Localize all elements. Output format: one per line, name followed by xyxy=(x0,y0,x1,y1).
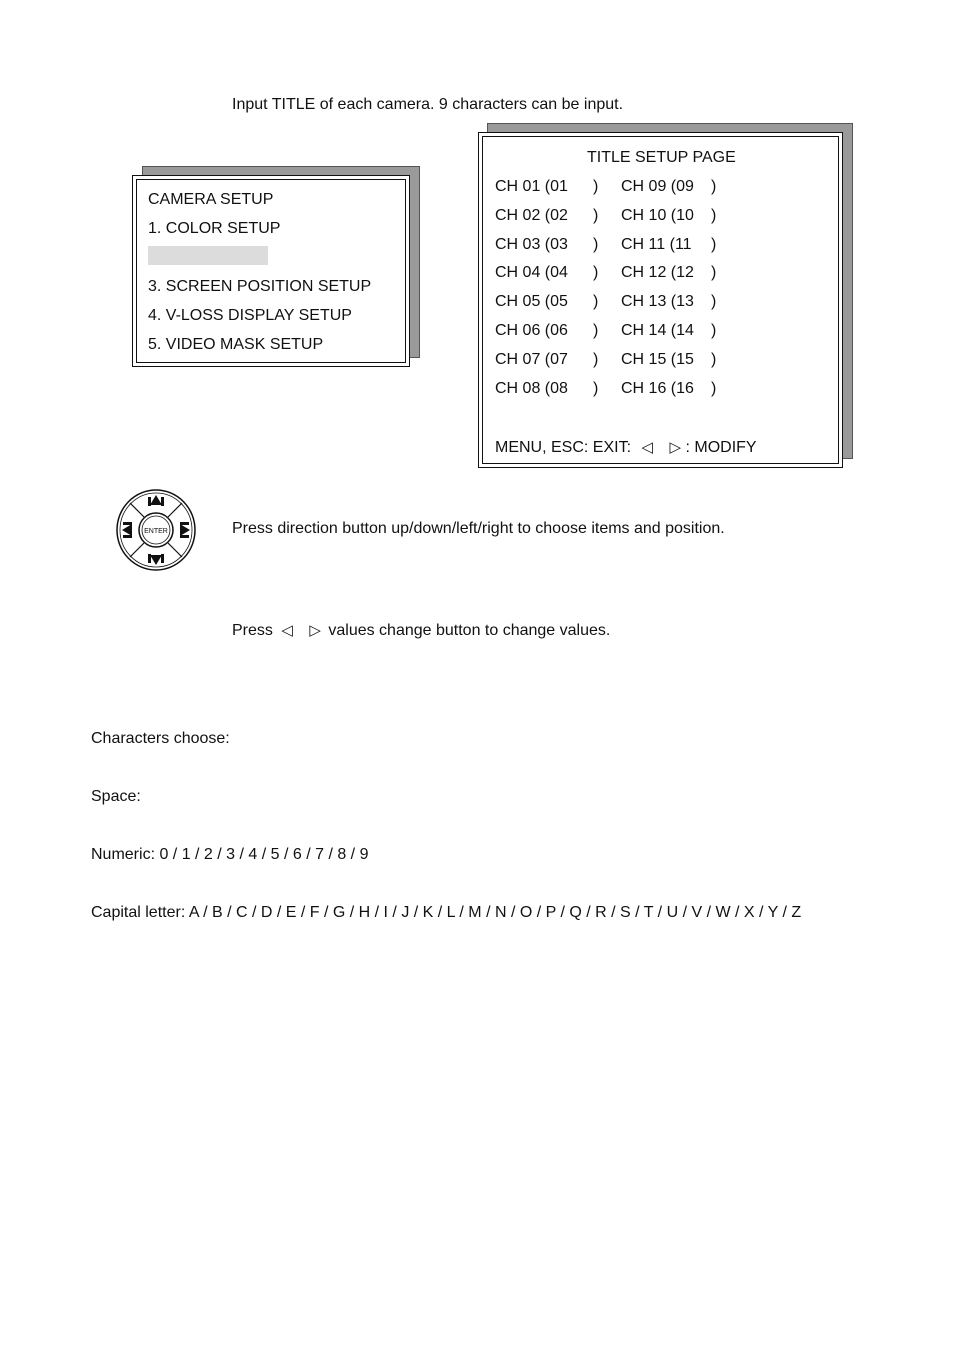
close-paren: ) xyxy=(593,380,599,397)
channel-row xyxy=(495,207,825,227)
menu-item-color-setup[interactable]: 1. COLOR SETUP xyxy=(148,220,281,237)
channel-title-field[interactable]: CH 06 (06 xyxy=(495,322,568,339)
channel-title-field[interactable]: CH 01 (01 xyxy=(495,178,568,195)
channel-title-field[interactable]: CH 04 (04 xyxy=(495,264,568,281)
close-paren: ) xyxy=(711,380,717,397)
close-paren: ) xyxy=(711,236,717,253)
title-setup-page xyxy=(478,132,843,468)
channel-title-field[interactable]: CH 10 (10 xyxy=(621,207,694,224)
close-paren: ) xyxy=(711,351,717,368)
close-paren: ) xyxy=(711,264,717,281)
characters-choose-label: Characters choose: xyxy=(91,730,230,747)
values-change-text: values change button to change values. xyxy=(328,622,611,639)
channel-title-field[interactable]: CH 09 (09 xyxy=(621,178,694,195)
channel-title-field[interactable]: CH 11 (11 xyxy=(621,236,692,253)
menu-item-screen-position-setup[interactable]: 3. SCREEN POSITION SETUP xyxy=(148,278,372,295)
channel-row xyxy=(495,380,825,400)
left-triangle-icon: ◁ xyxy=(641,438,654,456)
footer-modify-text: : MODIFY xyxy=(685,439,757,456)
channel-title-field[interactable]: CH 08 (08 xyxy=(495,380,568,397)
channel-row xyxy=(495,178,825,198)
channel-row xyxy=(495,293,825,313)
values-instruction xyxy=(232,621,610,640)
channel-title-field[interactable]: CH 03 (03 xyxy=(495,236,568,253)
close-paren: ) xyxy=(593,351,599,368)
capital-letter-list: Capital letter: A / B / C / D / E / F / G / H / I / J / K / L / M / N / O / P / Q / R / S / T / U / V / W / X / Y / Z xyxy=(91,904,802,921)
direction-instruction: Press direction button up/down/left/right to choose items and position. xyxy=(232,520,725,537)
channel-title-field[interactable]: CH 07 (07 xyxy=(495,351,568,368)
close-paren: ) xyxy=(711,207,717,224)
close-paren: ) xyxy=(593,207,599,224)
space-label: Space: xyxy=(91,788,141,805)
channel-row xyxy=(495,236,825,256)
channel-row xyxy=(495,351,825,371)
numeric-list: Numeric: 0 / 1 / 2 / 3 / 4 / 5 / 6 / 7 / 8 / 9 xyxy=(91,846,369,863)
channel-title-field[interactable]: CH 15 (15 xyxy=(621,351,694,368)
direction-pad-icon xyxy=(114,487,198,573)
left-triangle-icon: ◁ xyxy=(281,621,293,639)
camera-setup-menu xyxy=(132,175,410,367)
close-paren: ) xyxy=(593,264,599,281)
close-paren: ) xyxy=(593,236,599,253)
channel-row xyxy=(495,322,825,342)
channel-title-field[interactable]: CH 02 (02 xyxy=(495,207,568,224)
menu-item-video-mask-setup[interactable]: 5. VIDEO MASK SETUP xyxy=(148,336,324,353)
close-paren: ) xyxy=(711,322,717,339)
menu-item-vloss-display-setup[interactable]: 4. V-LOSS DISPLAY SETUP xyxy=(148,307,352,324)
channel-title-field[interactable]: CH 12 (12 xyxy=(621,264,694,281)
right-triangle-icon: ▷ xyxy=(669,438,682,456)
values-press-text: Press xyxy=(232,622,273,639)
close-paren: ) xyxy=(711,178,717,195)
footer-exit-text: MENU, ESC: EXIT: xyxy=(495,439,632,456)
close-paren: ) xyxy=(711,293,717,310)
right-triangle-icon: ▷ xyxy=(309,621,321,639)
close-paren: ) xyxy=(593,322,599,339)
title-page-header: TITLE SETUP PAGE xyxy=(587,149,736,166)
close-paren: ) xyxy=(593,293,599,310)
title-page-footer xyxy=(495,438,757,457)
menu-item-highlighted[interactable] xyxy=(148,246,268,265)
enter-label: ENTER xyxy=(144,528,168,535)
close-paren: ) xyxy=(593,178,599,195)
channel-title-field[interactable]: CH 14 (14 xyxy=(621,322,694,339)
channel-title-field[interactable]: CH 16 (16 xyxy=(621,380,694,397)
intro-text: Input TITLE of each camera. 9 characters can be input. xyxy=(232,96,624,113)
channel-title-field[interactable]: CH 13 (13 xyxy=(621,293,694,310)
channel-row xyxy=(495,264,825,284)
camera-menu-title: CAMERA SETUP xyxy=(148,191,274,208)
channel-title-field[interactable]: CH 05 (05 xyxy=(495,293,568,310)
